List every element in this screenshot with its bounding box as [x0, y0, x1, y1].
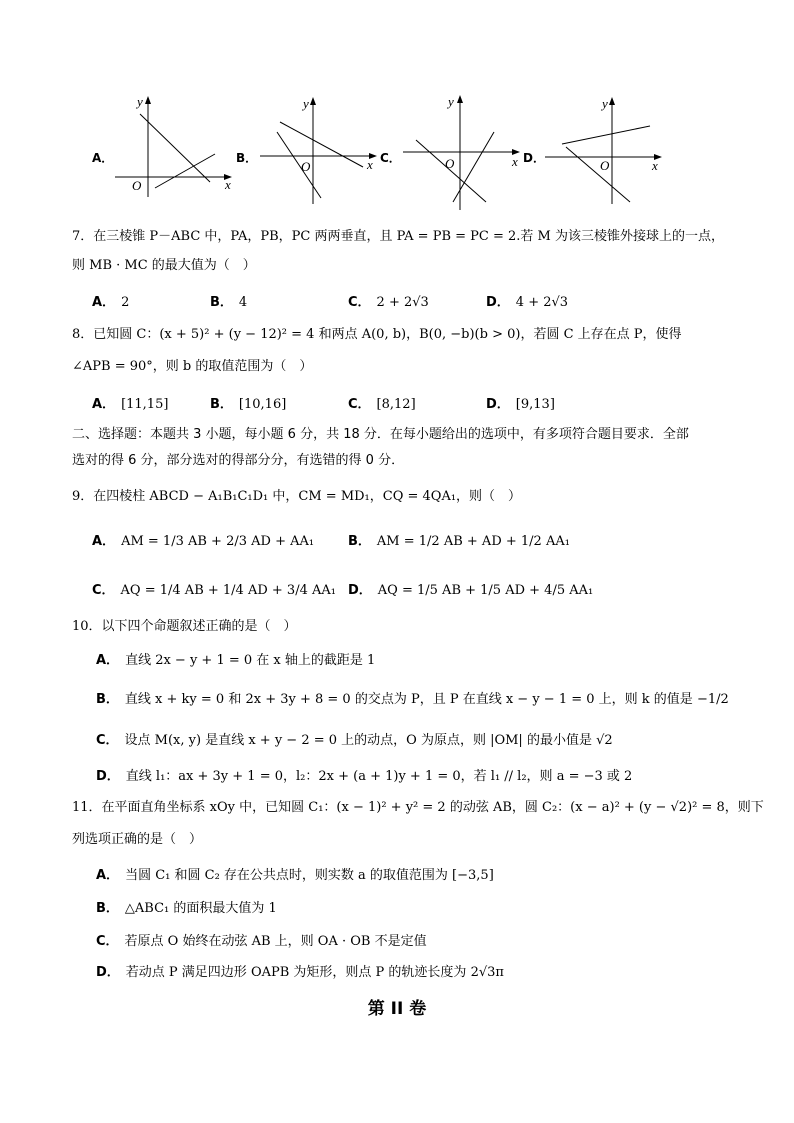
origin-label: O — [132, 178, 142, 193]
q6-graph-a — [110, 92, 240, 206]
q6-option-b-label: B． — [236, 151, 258, 165]
q7-option-b[interactable]: B． 4 — [210, 295, 248, 310]
q7-stem-line1: 7．在三棱锥 P－ABC 中，PA，PB，PC 两两垂直，且 PA = PB = PC = 2.若 M 为该三棱锥外接球上的一点， — [72, 229, 724, 244]
q10-option-a[interactable]: A． 直线 2x − y + 1 = 0 在 x 轴上的截距是 1 — [96, 653, 376, 668]
axis-y-label: y — [137, 94, 143, 109]
q10-option-c[interactable]: C． 设点 M(x, y) 是直线 x + y − 2 = 0 上的动点，O 为原点，则 |OM| 的最小值是 √2 — [96, 733, 613, 748]
q7-stem-line2: 则 MB · MC 的最大值为（ ） — [72, 258, 256, 273]
q11-stem-line2: 列选项正确的是（ ） — [72, 832, 203, 847]
q8-option-b[interactable]: B． [10,16] — [210, 397, 287, 412]
q7-option-a[interactable]: A． 2 — [92, 295, 130, 310]
origin-label: O — [445, 156, 455, 171]
q10-option-b[interactable]: B． 直线 x + ky = 0 和 2x + 3y + 8 = 0 的交点为 P，且 P 在直线 x − y − 1 = 0 上，则 k 的值是 −1/2 — [96, 692, 729, 707]
q7-option-c[interactable]: C． 2 + 2√3 — [348, 295, 429, 310]
part2-title: 第 II 卷 — [367, 999, 427, 1019]
q6-graph-b — [255, 92, 385, 211]
q6-option-a-label: A． — [92, 151, 114, 165]
axis-x-label: x — [652, 158, 658, 173]
origin-label: O — [600, 158, 610, 173]
axis-y-label: y — [303, 96, 309, 111]
origin-label: O — [301, 159, 311, 174]
q7-option-d[interactable]: D． 4 + 2√3 — [486, 295, 569, 310]
q11-option-a[interactable]: A． 当圆 C₁ 和圆 C₂ 存在公共点时，则实数 a 的取值范围为 [−3,5] — [96, 868, 494, 883]
axis-x-label: x — [367, 157, 373, 172]
q11-option-b[interactable]: B． △ABC₁ 的面积最大值为 1 — [96, 901, 277, 916]
axis-y-label: y — [448, 94, 454, 109]
axis-x-label: x — [512, 154, 518, 169]
q6-graph-d — [540, 92, 670, 211]
q8-option-d[interactable]: D． [9,13] — [486, 397, 555, 412]
q8-option-c[interactable]: C． [8,12] — [348, 397, 416, 412]
q6-option-d-label: D． — [523, 151, 545, 165]
q9-option-d[interactable]: D． AQ = 1/5 AB + 1/5 AD + 4/5 AA₁ — [348, 583, 594, 598]
q9-option-c[interactable]: C． AQ = 1/4 AB + 1/4 AD + 3/4 AA₁ — [92, 583, 336, 598]
q6-option-c-label: C． — [380, 151, 401, 165]
q8-stem-line1: 8．已知圆 C：(x + 5)² + (y − 12)² = 4 和两点 A(0, b)，B(0, −b)(b > 0)，若圆 C 上存在点 P，使得 — [72, 327, 682, 342]
q11-stem-line1: 11．在平面直角坐标系 xOy 中，已知圆 C₁：(x − 1)² + y² = 2 的动弦 AB，圆 C₂：(x − a)² + (y − √2)² = 8，则下 — [72, 800, 764, 815]
axis-x-label: x — [225, 177, 231, 192]
q9-stem: 9．在四棱柱 ABCD − A₁B₁C₁D₁ 中，CM = MD₁，CQ = 4QA₁，则（ ） — [72, 489, 522, 504]
q10-option-d[interactable]: D． 直线 l₁：ax + 3y + 1 = 0，l₂：2x + (a + 1)y + 1 = 0，若 l₁ // l₂，则 a = −3 或 2 — [96, 769, 633, 784]
q11-option-d[interactable]: D． 若动点 P 满足四边形 OAPB 为矩形，则点 P 的轨迹长度为 2√3π — [96, 965, 504, 980]
q11-option-c[interactable]: C． 若原点 O 始终在动弦 AB 上，则 OA · OB 不是定值 — [96, 934, 427, 949]
section2-intro: 二、选择题：本题共 3 小题，每小题 6 分，共 18 分．在每小题给出的选项中，有多项符合题目要求．全部 选对的得 6 分，部分选对的得部分分，有选错的得 0 分． — [72, 427, 689, 468]
q10-stem: 10．以下四个命题叙述正确的是（ ） — [72, 619, 297, 634]
axis-y-label: y — [602, 96, 608, 111]
q8-option-a[interactable]: A． [11,15] — [92, 397, 169, 412]
q8-stem-line2: ∠APB = 90°，则 b 的取值范围为（ ） — [72, 359, 313, 374]
q6-graph-c — [398, 92, 528, 216]
q9-option-b[interactable]: B． AM = 1/2 AB + AD + 1/2 AA₁ — [348, 534, 570, 549]
q9-option-a[interactable]: A． AM = 1/3 AB + 2/3 AD + AA₁ — [92, 534, 315, 549]
